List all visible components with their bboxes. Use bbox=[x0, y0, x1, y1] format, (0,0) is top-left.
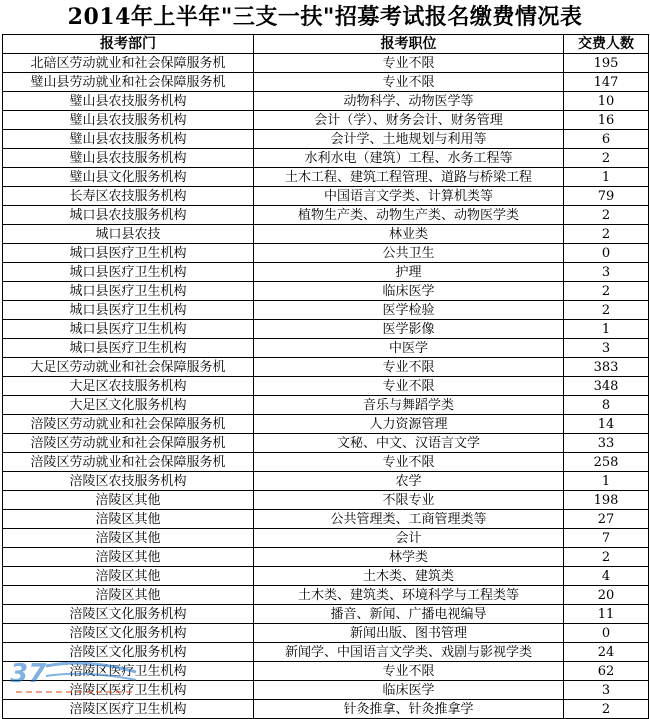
table-row bbox=[3, 149, 649, 168]
table-row bbox=[3, 358, 649, 377]
table-row bbox=[3, 168, 649, 187]
table-row bbox=[3, 548, 649, 567]
header-position: 报考职位 bbox=[254, 35, 564, 54]
cell-count: 79 bbox=[564, 187, 649, 206]
table-row bbox=[3, 130, 649, 149]
cell-count: 2 bbox=[564, 282, 649, 301]
cell-position: 播音、新闻、广播电视编导 bbox=[254, 605, 564, 624]
cell-position: 专业不限 bbox=[254, 377, 564, 396]
cell-position: 专业不限 bbox=[254, 358, 564, 377]
cell-position: 针灸推拿、针灸推拿学 bbox=[254, 700, 564, 719]
cell-position: 土木工程、建筑工程管理、道路与桥梁工程 bbox=[254, 168, 564, 187]
cell-count: 258 bbox=[564, 453, 649, 472]
cell-position: 医学影像 bbox=[254, 320, 564, 339]
table-header-row bbox=[3, 35, 649, 54]
cell-count: 383 bbox=[564, 358, 649, 377]
cell-dept: 涪陵区医疗卫生机构 bbox=[3, 700, 254, 719]
cell-dept: 大足区劳动就业和社会保障服务机 bbox=[3, 358, 254, 377]
cell-position: 中医学 bbox=[254, 339, 564, 358]
table-body bbox=[3, 54, 649, 719]
cell-count: 24 bbox=[564, 643, 649, 662]
cell-count: 11 bbox=[564, 605, 649, 624]
cell-dept: 涪陵区农技服务机构 bbox=[3, 472, 254, 491]
cell-position: 公共卫生 bbox=[254, 244, 564, 263]
cell-position: 专业不限 bbox=[254, 54, 564, 73]
table-row bbox=[3, 434, 649, 453]
cell-dept: 长寿区农技服务机构 bbox=[3, 187, 254, 206]
cell-position: 文秘、中文、汉语言文学 bbox=[254, 434, 564, 453]
table-row bbox=[3, 472, 649, 491]
cell-count: 16 bbox=[564, 111, 649, 130]
page-title: 2014年上半年"三支一扶"招募考试报名缴费情况表 bbox=[67, 4, 583, 30]
table-row bbox=[3, 700, 649, 719]
table-row bbox=[3, 263, 649, 282]
table-row bbox=[3, 586, 649, 605]
cell-dept: 城口县农技服务机构 bbox=[3, 206, 254, 225]
cell-count: 3 bbox=[564, 681, 649, 700]
cell-count: 2 bbox=[564, 225, 649, 244]
cell-position: 护理 bbox=[254, 263, 564, 282]
cell-count: 4 bbox=[564, 567, 649, 586]
cell-dept: 璧山县农技服务机构 bbox=[3, 111, 254, 130]
cell-position: 音乐与舞蹈学类 bbox=[254, 396, 564, 415]
cell-position: 动物科学、动物医学等 bbox=[254, 92, 564, 111]
cell-count: 3 bbox=[564, 339, 649, 358]
cell-position: 专业不限 bbox=[254, 453, 564, 472]
cell-dept: 城口县农技 bbox=[3, 225, 254, 244]
table-row bbox=[3, 339, 649, 358]
cell-dept: 涪陵区医疗卫生机构 bbox=[3, 681, 254, 700]
cell-count: 62 bbox=[564, 662, 649, 681]
cell-count: 198 bbox=[564, 491, 649, 510]
cell-position: 植物生产类、动物生产类、动物医学类 bbox=[254, 206, 564, 225]
table-row bbox=[3, 92, 649, 111]
table-row bbox=[3, 396, 649, 415]
cell-count: 10 bbox=[564, 92, 649, 111]
cell-count: 2 bbox=[564, 301, 649, 320]
cell-count: 2 bbox=[564, 149, 649, 168]
table-row bbox=[3, 282, 649, 301]
cell-position: 林学类 bbox=[254, 548, 564, 567]
cell-dept: 涪陵区其他 bbox=[3, 548, 254, 567]
cell-position: 专业不限 bbox=[254, 662, 564, 681]
table-row bbox=[3, 415, 649, 434]
cell-dept: 涪陵区其他 bbox=[3, 510, 254, 529]
table-row bbox=[3, 529, 649, 548]
header-count: 交费人数 bbox=[564, 35, 649, 54]
cell-count: 27 bbox=[564, 510, 649, 529]
cell-count: 1 bbox=[564, 320, 649, 339]
cell-dept: 涪陵区其他 bbox=[3, 567, 254, 586]
cell-count: 20 bbox=[564, 586, 649, 605]
table-row bbox=[3, 320, 649, 339]
cell-dept: 璧山县劳动就业和社会保障服务机 bbox=[3, 73, 254, 92]
cell-dept: 城口县医疗卫生机构 bbox=[3, 244, 254, 263]
cell-dept: 涪陵区劳动就业和社会保障服务机 bbox=[3, 434, 254, 453]
cell-count: 14 bbox=[564, 415, 649, 434]
cell-position: 医学检验 bbox=[254, 301, 564, 320]
cell-count: 2 bbox=[564, 548, 649, 567]
cell-count: 7 bbox=[564, 529, 649, 548]
cell-count: 33 bbox=[564, 434, 649, 453]
cell-count: 348 bbox=[564, 377, 649, 396]
table-row bbox=[3, 206, 649, 225]
table-row bbox=[3, 73, 649, 92]
table-row bbox=[3, 453, 649, 472]
cell-dept: 涪陵区文化服务机构 bbox=[3, 643, 254, 662]
table-row bbox=[3, 567, 649, 586]
cell-position: 新闻出版、图书管理 bbox=[254, 624, 564, 643]
cell-dept: 璧山县文化服务机构 bbox=[3, 168, 254, 187]
cell-position: 人力资源管理 bbox=[254, 415, 564, 434]
cell-dept: 璧山县农技服务机构 bbox=[3, 149, 254, 168]
cell-count: 2 bbox=[564, 700, 649, 719]
cell-count: 8 bbox=[564, 396, 649, 415]
cell-count: 147 bbox=[564, 73, 649, 92]
cell-position: 土木类、建筑类 bbox=[254, 567, 564, 586]
table-row bbox=[3, 605, 649, 624]
cell-dept: 涪陵区其他 bbox=[3, 491, 254, 510]
cell-position: 临床医学 bbox=[254, 282, 564, 301]
table-row bbox=[3, 187, 649, 206]
cell-dept: 城口县医疗卫生机构 bbox=[3, 320, 254, 339]
svg-text:37: 37 bbox=[10, 659, 47, 689]
table-row bbox=[3, 624, 649, 643]
cell-dept: 涪陵区其他 bbox=[3, 529, 254, 548]
cell-dept: 城口县医疗卫生机构 bbox=[3, 263, 254, 282]
cell-position: 水利水电（建筑）工程、水务工程等 bbox=[254, 149, 564, 168]
cell-dept: 城口县医疗卫生机构 bbox=[3, 339, 254, 358]
table-row bbox=[3, 377, 649, 396]
cell-dept: 大足区农技服务机构 bbox=[3, 377, 254, 396]
table-row bbox=[3, 54, 649, 73]
cell-position: 土木类、建筑类、环境科学与工程类等 bbox=[254, 586, 564, 605]
cell-position: 新闻学、中国语言文学类、戏剧与影视学类 bbox=[254, 643, 564, 662]
cell-position: 林业类 bbox=[254, 225, 564, 244]
table-row bbox=[3, 662, 649, 681]
cell-count: 1 bbox=[564, 168, 649, 187]
cell-dept: 涪陵区文化服务机构 bbox=[3, 605, 254, 624]
cell-count: 3 bbox=[564, 263, 649, 282]
registration-table bbox=[2, 34, 649, 719]
cell-dept: 涪陵区劳动就业和社会保障服务机 bbox=[3, 453, 254, 472]
table-row bbox=[3, 643, 649, 662]
cell-count: 1 bbox=[564, 472, 649, 491]
cell-dept: 涪陵区其他 bbox=[3, 586, 254, 605]
cell-position: 中国语言文学类、计算机类等 bbox=[254, 187, 564, 206]
cell-dept: 涪陵区文化服务机构 bbox=[3, 624, 254, 643]
table-row bbox=[3, 681, 649, 700]
cell-position: 会计（学）、财务会计、财务管理 bbox=[254, 111, 564, 130]
cell-count: 6 bbox=[564, 130, 649, 149]
cell-dept: 璧山县农技服务机构 bbox=[3, 92, 254, 111]
header-dept: 报考部门 bbox=[3, 35, 254, 54]
cell-dept: 涪陵区劳动就业和社会保障服务机 bbox=[3, 415, 254, 434]
cell-position: 会计学、土地规划与利用等 bbox=[254, 130, 564, 149]
table-row bbox=[3, 301, 649, 320]
cell-dept: 璧山县农技服务机构 bbox=[3, 130, 254, 149]
cell-position: 专业不限 bbox=[254, 73, 564, 92]
cell-dept: 城口县医疗卫生机构 bbox=[3, 282, 254, 301]
cell-count: 2 bbox=[564, 206, 649, 225]
cell-dept: 涪陵区医疗卫生机构 bbox=[3, 662, 254, 681]
cell-dept: 北碚区劳动就业和社会保障服务机 bbox=[3, 54, 254, 73]
cell-count: 0 bbox=[564, 624, 649, 643]
cell-dept: 大足区文化服务机构 bbox=[3, 396, 254, 415]
table-row bbox=[3, 225, 649, 244]
table-row bbox=[3, 111, 649, 130]
cell-dept: 城口县医疗卫生机构 bbox=[3, 301, 254, 320]
cell-position: 临床医学 bbox=[254, 681, 564, 700]
cell-count: 195 bbox=[564, 54, 649, 73]
table-row bbox=[3, 244, 649, 263]
cell-position: 会计 bbox=[254, 529, 564, 548]
table-row bbox=[3, 491, 649, 510]
cell-position: 农学 bbox=[254, 472, 564, 491]
cell-position: 公共管理类、工商管理类等 bbox=[254, 510, 564, 529]
cell-count: 0 bbox=[564, 244, 649, 263]
table-row bbox=[3, 510, 649, 529]
cell-position: 不限专业 bbox=[254, 491, 564, 510]
